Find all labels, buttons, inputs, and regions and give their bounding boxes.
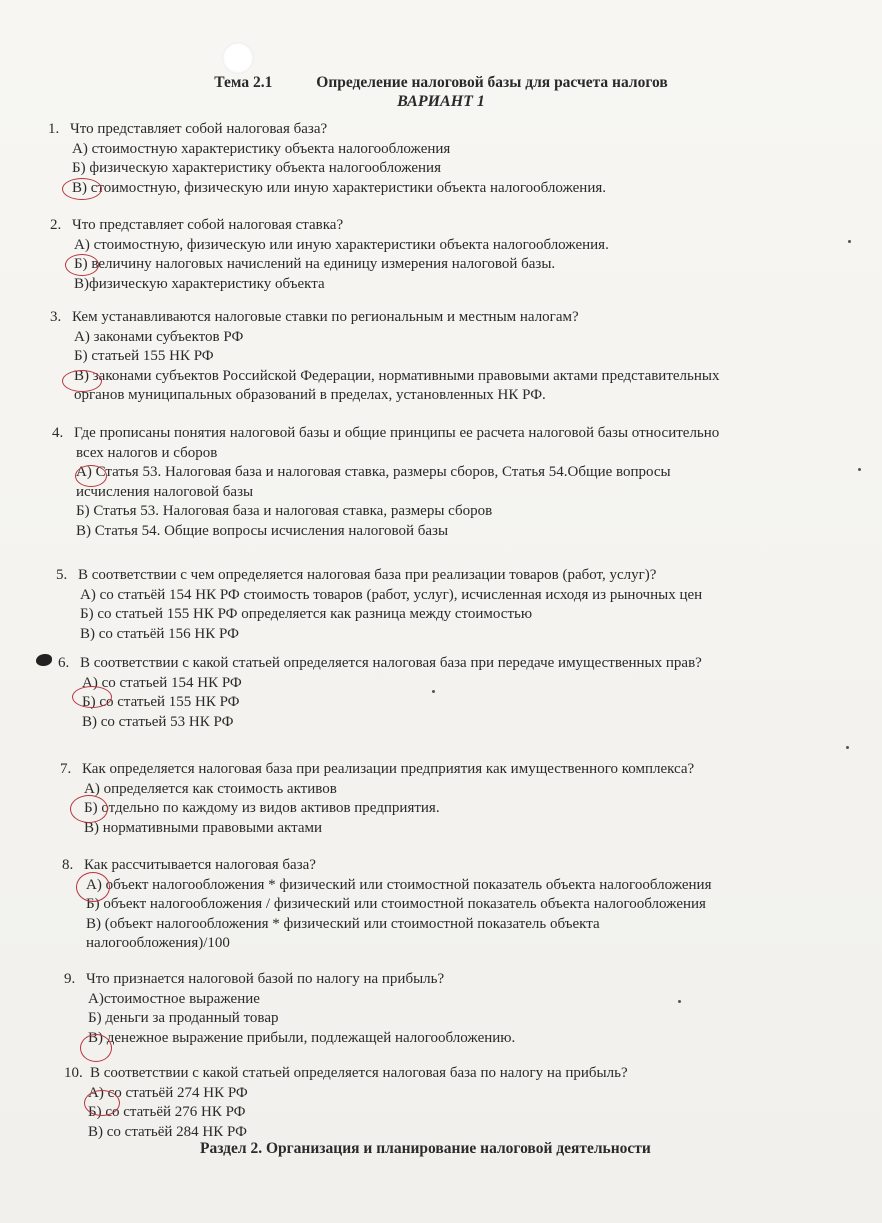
punch-hole	[222, 42, 254, 74]
question-text: Что признается налоговой базой по налогу на прибыль?	[86, 971, 445, 987]
question-text: Кем устанавливаются налоговые ставки по региональным и местным налогам?	[72, 309, 579, 325]
selected-answer-circle	[76, 872, 110, 902]
selected-answer-circle	[65, 254, 99, 276]
question-text: Как рассчитывается налоговая база?	[84, 857, 316, 873]
scan-speck	[848, 240, 851, 243]
answer-b: Б) со статьёй 276 НК РФ	[88, 1104, 246, 1120]
question-2	[50, 216, 609, 294]
question-text: В соответствии с чем определяется налоговая база при реализации товаров (работ, услуг)?	[78, 567, 657, 583]
answer-b: Б) деньги за проданный товар	[88, 1010, 279, 1026]
answer-b: Б) отдельно по каждому из видов активов предприятия.	[84, 800, 440, 816]
variant-heading: ВАРИАНТ 1	[397, 93, 485, 110]
question-number: 10.	[64, 1065, 83, 1081]
question-number: 7.	[60, 761, 72, 777]
selected-answer-circle	[72, 686, 112, 708]
selected-answer-circle	[62, 370, 102, 392]
question-number: 9.	[64, 971, 76, 987]
ink-blot	[36, 654, 52, 666]
answer-b: Б) со статьей 155 НК РФ определяется как разница между стоимостью	[80, 606, 533, 622]
question-10	[64, 1064, 628, 1142]
answer-c: В) Статья 54. Общие вопросы исчисления налоговой базы	[76, 522, 449, 539]
question-number: 1.	[48, 121, 60, 137]
topic-title: Определение налоговой базы для расчета налогов	[316, 74, 668, 91]
question-text: В соответствии с какой статьей определяется налоговая база при передаче имущественных прав?	[80, 655, 702, 671]
answer-c: В) денежное выражение прибыли, подлежащей налогообложению.	[88, 1029, 516, 1046]
answer-c-continued: органов муниципальных образований в пределах, установленных НК РФ.	[74, 387, 546, 403]
question-text: Как определяется налоговая база при реализации предприятия как имущественного комплекса?	[82, 761, 695, 777]
question-number: 2.	[50, 217, 62, 233]
question-8	[62, 856, 711, 954]
answer-b: Б) статьей 155 НК РФ	[74, 348, 214, 364]
answer-a: А) со статьёй 154 НК РФ стоимость товаров (работ, услуг), исчисленная исходя из рыночных цен	[80, 586, 703, 603]
question-text: Что представляет собой налоговая ставка?	[72, 217, 344, 233]
answer-a: А) со статьёй 274 НК РФ	[88, 1084, 248, 1101]
question-number: 5.	[56, 567, 68, 583]
question-number: 3.	[50, 309, 62, 325]
topic-number: Тема 2.1	[214, 74, 273, 91]
question-number: 4.	[52, 425, 64, 441]
question-3	[50, 308, 719, 406]
answer-b: Б) объект налогообложения / физический или стоимостной показатель объекта налогообложения	[86, 896, 706, 912]
answer-c: В) нормативными правовыми актами	[84, 819, 323, 836]
answer-b: Б) со статьей 155 НК РФ	[82, 694, 240, 710]
answer-c: В) со статьёй 156 НК РФ	[80, 625, 239, 642]
question-text: В соответствии с какой статьей определяется налоговая база по налогу на прибыль?	[90, 1065, 628, 1081]
answer-a: А) со статьей 154 НК РФ	[82, 674, 242, 691]
section-title: Раздел 2. Организация и планирование налоговой деятельности	[200, 1140, 651, 1157]
answer-b: Б) Статья 53. Налоговая база и налоговая ставка, размеры сборов	[76, 503, 493, 519]
scan-speck	[678, 1000, 681, 1003]
question-number: 8.	[62, 857, 74, 873]
selected-answer-circle	[75, 465, 107, 487]
selected-answer-circle	[62, 178, 102, 200]
question-1	[48, 120, 606, 198]
scan-speck	[432, 690, 435, 693]
answer-a: А) стоимостную характеристику объекта налогообложения	[72, 140, 451, 157]
answer-a: А) законами субъектов РФ	[74, 328, 244, 345]
question-9	[64, 970, 515, 1048]
scan-speck	[846, 746, 849, 749]
question-4	[52, 424, 719, 541]
question-text-continued: всех налогов и сборов	[76, 444, 218, 461]
answer-c-continued: налогообложения)/100	[86, 935, 230, 951]
scan-speck	[858, 468, 861, 471]
answer-a-continued: исчисления налоговой базы	[76, 483, 254, 500]
selected-answer-circle	[80, 1034, 112, 1062]
question-text: Что представляет собой налоговая база?	[70, 121, 328, 137]
answer-c: В) стоимостную, физическую или иную характеристики объекта налогообложения.	[72, 179, 607, 196]
answer-c: В) со статьёй 284 НК РФ	[88, 1123, 247, 1140]
question-number: 6.	[58, 655, 70, 671]
answer-a: А)стоимостное выражение	[88, 990, 260, 1007]
answer-c: В)физическую характеристику объекта	[74, 275, 325, 292]
answer-c: В) (объект налогообложения * физический или стоимостной показатель объекта	[86, 915, 600, 932]
selected-answer-circle	[84, 1090, 120, 1116]
answer-c: В) со статьей 53 НК РФ	[82, 713, 234, 730]
answer-a: А) определяется как стоимость активов	[84, 780, 337, 797]
answer-a: А) объект налогообложения * физический или стоимостной показатель объекта налогообложения	[86, 876, 712, 893]
question-6	[58, 654, 702, 732]
selected-answer-circle	[70, 795, 108, 823]
question-text: Где прописаны понятия налоговой базы и общие принципы ее расчета налоговой базы относительно	[74, 425, 720, 441]
answer-c: В) законами субъектов Российской Федерации, нормативными правовыми актами представительных	[74, 367, 720, 384]
question-7	[60, 760, 694, 838]
answer-b: Б) величину налоговых начислений на единицу измерения налоговой базы.	[74, 256, 556, 272]
answer-b: Б) физическую характеристику объекта налогообложения	[72, 160, 441, 176]
question-5	[56, 566, 702, 644]
answer-a: А) стоимостную, физическую или иную характеристики объекта налогообложения.	[74, 236, 609, 253]
topic-heading	[0, 74, 882, 92]
answer-a: А) Статья 53. Налоговая база и налоговая ставка, размеры сборов, Статья 54.Общие вопросы	[76, 464, 671, 480]
